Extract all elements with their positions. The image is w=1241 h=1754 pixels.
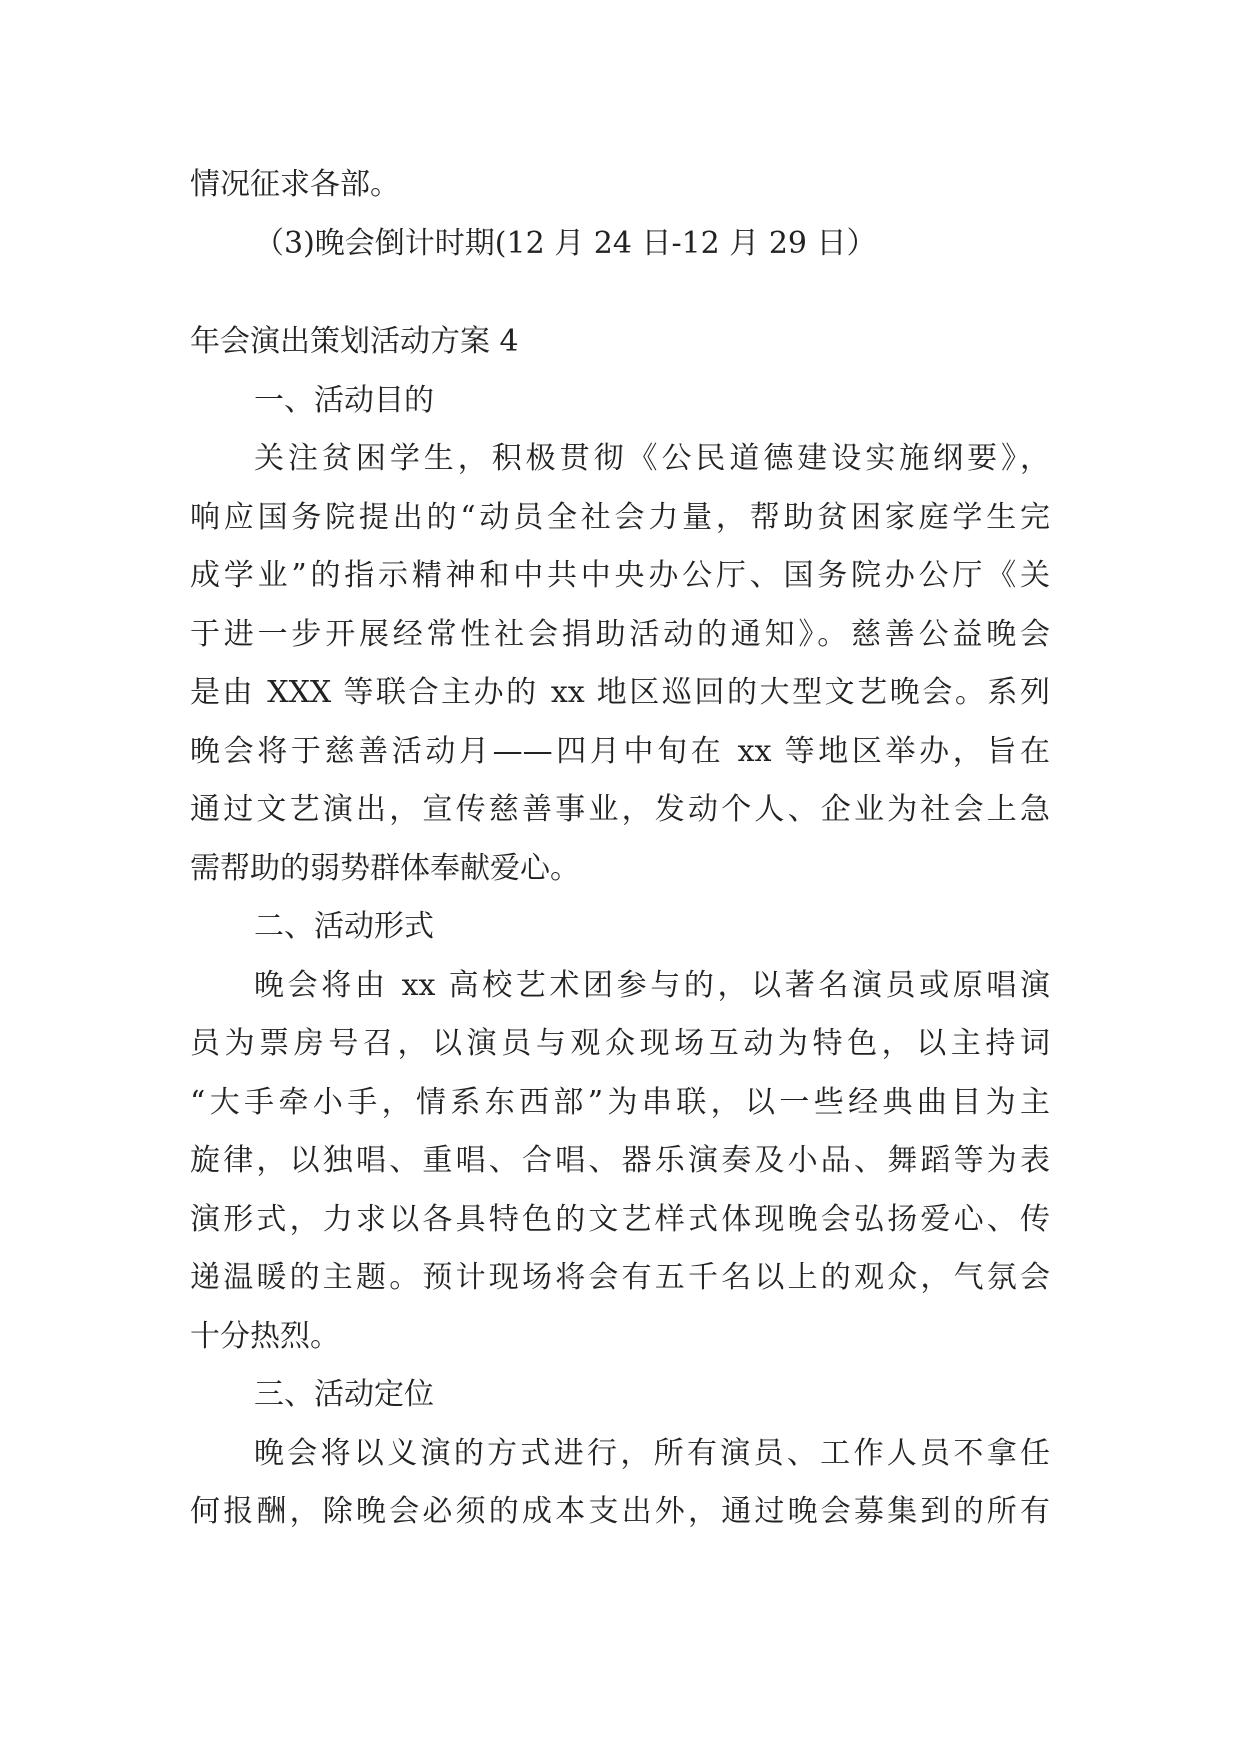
intro-line: 情况征求各部。 xyxy=(190,167,400,202)
paragraph-line: 成学业”的指示精神和中共中央办公厅、国务院办公厅《关 xyxy=(190,558,1050,593)
paragraph-line: 晚会将以义演的方式进行，所有演员、工作人员不拿任 xyxy=(254,1435,1050,1471)
paragraph-line: “大手牵小手，情系东西部”为串联，以一些经典曲目为主 xyxy=(190,1084,1050,1120)
section-title: 年会演出策划活动方案 4 xyxy=(190,324,519,359)
paragraph-line: 十分热烈。 xyxy=(190,1318,340,1354)
section-spacer xyxy=(190,273,1050,313)
paragraph-purpose xyxy=(190,430,1050,898)
paragraph-line: 晚会将由 xx 高校艺术团参与的，以著名演员或原唱演 xyxy=(254,967,1050,1003)
document-body xyxy=(190,156,1050,1542)
paragraph-line: 响应国务院提出的“动员全社会力量，帮助贫困家庭学生完 xyxy=(190,499,1050,535)
paragraph-line: 演形式，力求以各具特色的文艺样式体现晚会弘扬爱心、传 xyxy=(190,1201,1050,1237)
heading-positioning: 三、活动定位 xyxy=(254,1377,434,1412)
paragraph-line: 旋律，以独唱、重唱、合唱、器乐演奏及小品、舞蹈等为表 xyxy=(190,1143,1050,1178)
intro-line: （3)晚会倒计时期(12 月 24 日-12 月 29 日） xyxy=(254,225,877,261)
paragraph-format xyxy=(190,957,1050,1367)
paragraph-line: 需帮助的弱势群体奉献爱心。 xyxy=(190,850,580,886)
paragraph-line: 通过文艺演出，宣传慈善事业，发动个人、企业为社会上急 xyxy=(190,792,1050,827)
paragraph-positioning xyxy=(190,1425,1050,1542)
paragraph-line: 关注贫困学生，积极贯彻《公民道德建设实施纲要》， xyxy=(254,441,1050,476)
paragraph-line: 于进一步开展经常性社会捐助活动的通知》。慈善公益晚会 xyxy=(190,616,1050,652)
paragraph-line: 是由 XXX 等联合主办的 xx 地区巡回的大型文艺晚会。系列 xyxy=(190,675,1050,710)
paragraph-line: 晚会将于慈善活动月——四月中旬在 xx 等地区举办，旨在 xyxy=(190,733,1050,769)
paragraph-line: 员为票房号召，以演员与观众现场互动为特色，以主持词 xyxy=(190,1026,1050,1061)
paragraph-line: 递温暖的主题。预计现场将会有五千名以上的观众，气氛会 xyxy=(190,1260,1050,1295)
heading-purpose: 一、活动目的 xyxy=(254,382,434,418)
paragraph-line: 何报酬，除晚会必须的成本支出外，通过晚会募集到的所有 xyxy=(190,1494,1050,1529)
heading-format: 二、活动形式 xyxy=(254,909,434,944)
